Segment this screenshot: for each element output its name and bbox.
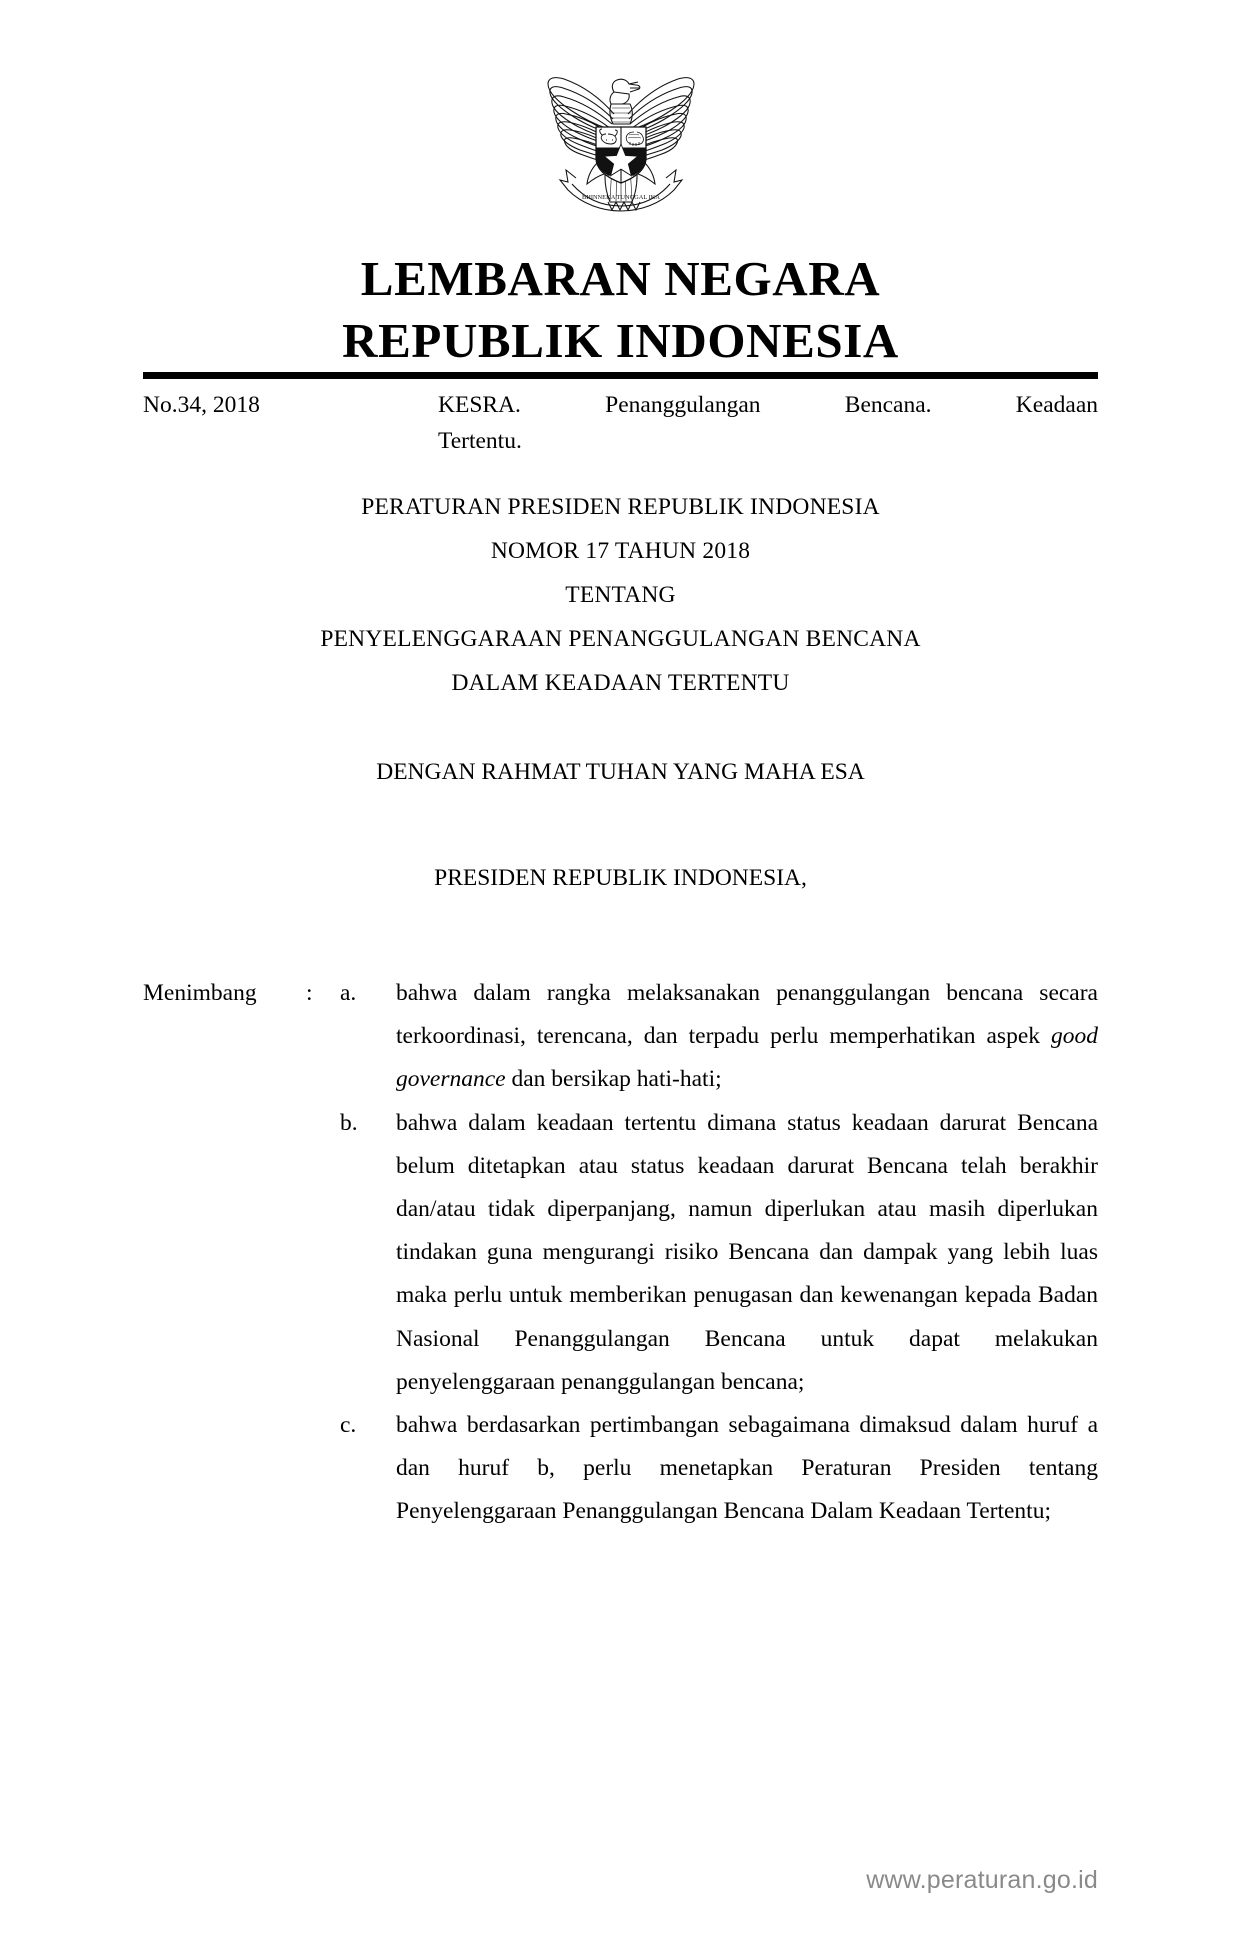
signer-line: PRESIDEN REPUBLIK INDONESIA, bbox=[434, 865, 807, 891]
header-divider bbox=[143, 372, 1098, 379]
consideration-text-a bbox=[396, 972, 1098, 1102]
masthead-line-2: REPUBLIK INDONESIA bbox=[342, 313, 899, 368]
considerations-colon: : bbox=[306, 980, 313, 1006]
title-line-4: PENYELENGGARAAN PENANGGULANGAN BENCANA bbox=[320, 626, 921, 652]
gazette-subject-line-2: Tertentu. bbox=[438, 428, 522, 454]
considerations-section bbox=[143, 972, 1098, 1534]
consideration-item-a bbox=[143, 972, 1098, 1102]
masthead bbox=[0, 248, 1241, 372]
consideration-a-part-2: dan bersikap hati-hati; bbox=[505, 1066, 722, 1093]
gazette-subject bbox=[438, 387, 1098, 459]
blessing-line: DENGAN RAHMAT TUHAN YANG MAHA ESA bbox=[376, 759, 865, 785]
garuda-pancasila-icon bbox=[526, 58, 716, 228]
consideration-text-b: bahwa dalam keadaan tertentu dimana status keadaan darurat Bencana belum ditetapkan atau status keadaan darurat Bencana telah berakhir dan/atau tidak diperpanjang, namun diperlukan atau masih diperlukan tindakan guna mengurangi risiko Bencana dan dampak yang lebih luas maka perlu untuk memberikan penugasan dan kewenangan kepada Badan Nasional Penanggulangan Bencana untuk dapat melakukan penyelenggaraan penanggulangan bencana; bbox=[396, 1109, 1098, 1395]
emblem-container bbox=[0, 58, 1241, 228]
footer-watermark: www.peraturan.go.id bbox=[866, 1866, 1098, 1894]
consideration-item-b bbox=[143, 1102, 1098, 1404]
regulation-title-block bbox=[0, 485, 1241, 705]
title-line-1: PERATURAN PRESIDEN REPUBLIK INDONESIA bbox=[361, 494, 880, 520]
consideration-item-c bbox=[143, 1404, 1098, 1534]
emblem-motto-text: BHINNEKA TUNGGAL IKA bbox=[581, 194, 660, 201]
consideration-a-part-1: bahwa dalam rangka melaksanakan penanggulangan bencana secara terkoordinasi, terencana, dan terpadu perlu memperhatikan aspek bbox=[396, 980, 1098, 1050]
consideration-letter-c: c. bbox=[340, 1412, 357, 1439]
masthead-line-1: LEMBARAN NEGARA bbox=[360, 251, 881, 306]
gazette-number: No.34, 2018 bbox=[143, 392, 260, 418]
title-line-5: DALAM KEADAAN TERTENTU bbox=[451, 670, 790, 696]
title-line-2: NOMOR 17 TAHUN 2018 bbox=[490, 538, 751, 564]
consideration-letter-a: a. bbox=[340, 980, 357, 1006]
gazette-subject-line-1: KESRA. Penanggulangan Bencana. Keadaan bbox=[438, 392, 1098, 418]
considerations-label: Menimbang bbox=[143, 980, 257, 1006]
consideration-letter-b: b. bbox=[340, 1109, 358, 1136]
consideration-a-italic-term: good governance bbox=[396, 1023, 1098, 1093]
title-line-3: TENTANG bbox=[565, 582, 676, 608]
header-meta-row bbox=[143, 387, 1098, 459]
consideration-text-c: bahwa berdasarkan pertimbangan sebagaimana dimaksud dalam huruf a dan huruf b, perlu menetapkan Peraturan Presiden tentang Penyelenggaraan Penanggulangan Bencana Dalam Keadaan Tertentu; bbox=[396, 1412, 1098, 1525]
